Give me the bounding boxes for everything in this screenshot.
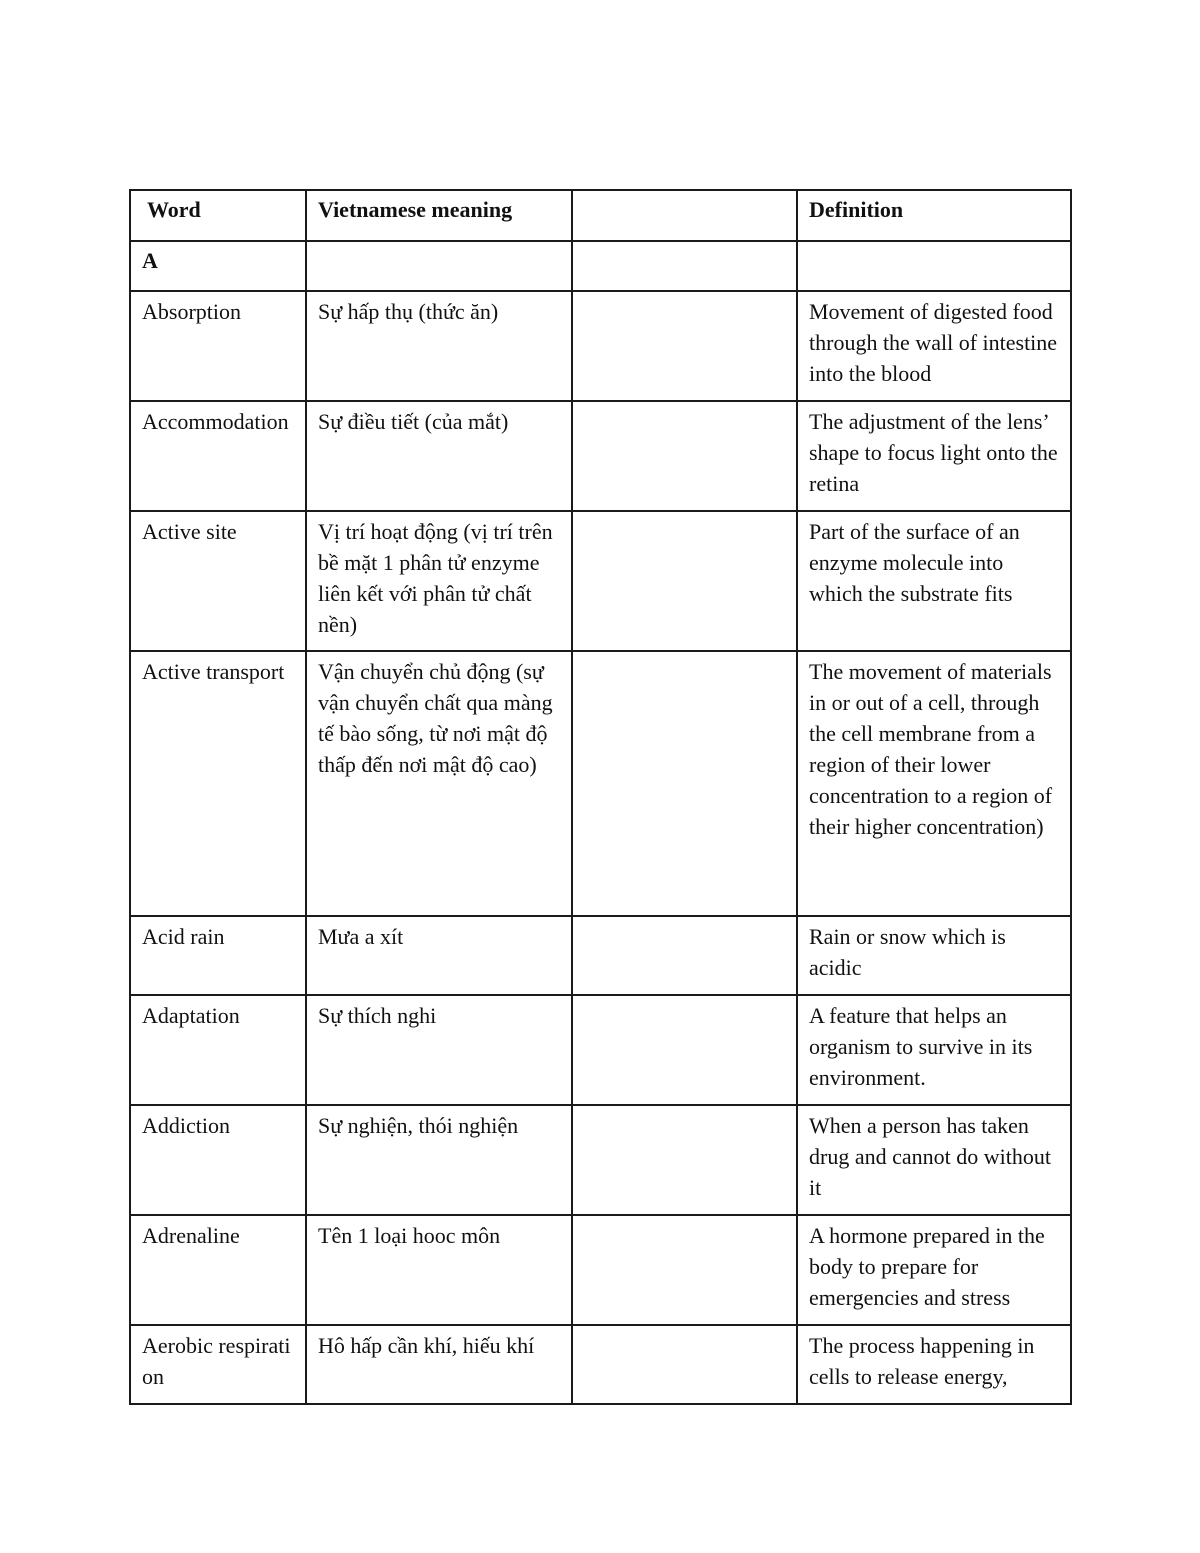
definition-cell: When a person has taken drug and cannot do without it xyxy=(797,1105,1071,1215)
word-cell: Adrenaline xyxy=(130,1215,306,1325)
empty-cell xyxy=(572,401,797,511)
vietnamese-cell: Hô hấp cần khí, hiếu khí xyxy=(306,1325,572,1404)
empty-cell xyxy=(572,291,797,401)
vietnamese-cell: Sự thích nghi xyxy=(306,995,572,1105)
header-vietnamese-meaning: Vietnamese meaning xyxy=(306,190,572,241)
empty-cell xyxy=(306,241,572,291)
vietnamese-cell: Vận chuyển chủ động (sự vận chuyển chất qua màng tế bào sống, từ nơi mật độ thấp đến nơi mật độ cao) xyxy=(306,651,572,916)
definition-cell: The movement of materials in or out of a cell, through the cell membrane from a region of their lower concentration to a region of their higher concentration) xyxy=(797,651,1071,916)
definition-cell: A feature that helps an organism to survive in its environment. xyxy=(797,995,1071,1105)
table-row xyxy=(130,291,1071,401)
table-row xyxy=(130,511,1071,651)
vietnamese-cell: Tên 1 loại hooc môn xyxy=(306,1215,572,1325)
empty-cell xyxy=(572,916,797,995)
table-row xyxy=(130,651,1071,916)
definition-cell: The process happening in cells to release energy, xyxy=(797,1325,1071,1404)
header-empty xyxy=(572,190,797,241)
word-cell: Acid rain xyxy=(130,916,306,995)
vietnamese-cell: Vị trí hoạt động (vị trí trên bề mặt 1 phân tử enzyme liên kết với phân tử chất nền) xyxy=(306,511,572,651)
empty-cell xyxy=(572,651,797,916)
header-definition: Definition xyxy=(797,190,1071,241)
word-cell: Active transport xyxy=(130,651,306,916)
empty-cell xyxy=(572,241,797,291)
word-cell: Adaptation xyxy=(130,995,306,1105)
table-row xyxy=(130,1105,1071,1215)
definition-cell: Part of the surface of an enzyme molecule into which the substrate fits xyxy=(797,511,1071,651)
empty-cell xyxy=(572,1325,797,1404)
definition-cell: Movement of digested food through the wall of intestine into the blood xyxy=(797,291,1071,401)
vietnamese-cell: Mưa a xít xyxy=(306,916,572,995)
empty-cell xyxy=(572,1105,797,1215)
word-cell: Active site xyxy=(130,511,306,651)
empty-cell xyxy=(797,241,1071,291)
word-cell: Accommodation xyxy=(130,401,306,511)
header-word: Word xyxy=(130,190,306,241)
definition-cell: The adjustment of the lens’ shape to focus light onto the retina xyxy=(797,401,1071,511)
definition-cell: Rain or snow which is acidic xyxy=(797,916,1071,995)
word-cell: Aerobic respiration xyxy=(130,1325,306,1404)
table-row xyxy=(130,1325,1071,1404)
section-letter-row xyxy=(130,241,1071,291)
empty-cell xyxy=(572,1215,797,1325)
word-cell: Addiction xyxy=(130,1105,306,1215)
table-row xyxy=(130,1215,1071,1325)
vietnamese-cell: Sự điều tiết (của mắt) xyxy=(306,401,572,511)
table-row xyxy=(130,995,1071,1105)
empty-cell xyxy=(572,995,797,1105)
table-row xyxy=(130,916,1071,995)
vietnamese-cell: Sự hấp thụ (thức ăn) xyxy=(306,291,572,401)
empty-cell xyxy=(572,511,797,651)
table-header-row xyxy=(130,190,1071,241)
definition-cell: A hormone prepared in the body to prepare for emergencies and stress xyxy=(797,1215,1071,1325)
glossary-table xyxy=(129,189,1072,1405)
word-cell: Absorption xyxy=(130,291,306,401)
section-letter: A xyxy=(130,241,306,291)
table-row xyxy=(130,401,1071,511)
vietnamese-cell: Sự nghiện, thói nghiện xyxy=(306,1105,572,1215)
